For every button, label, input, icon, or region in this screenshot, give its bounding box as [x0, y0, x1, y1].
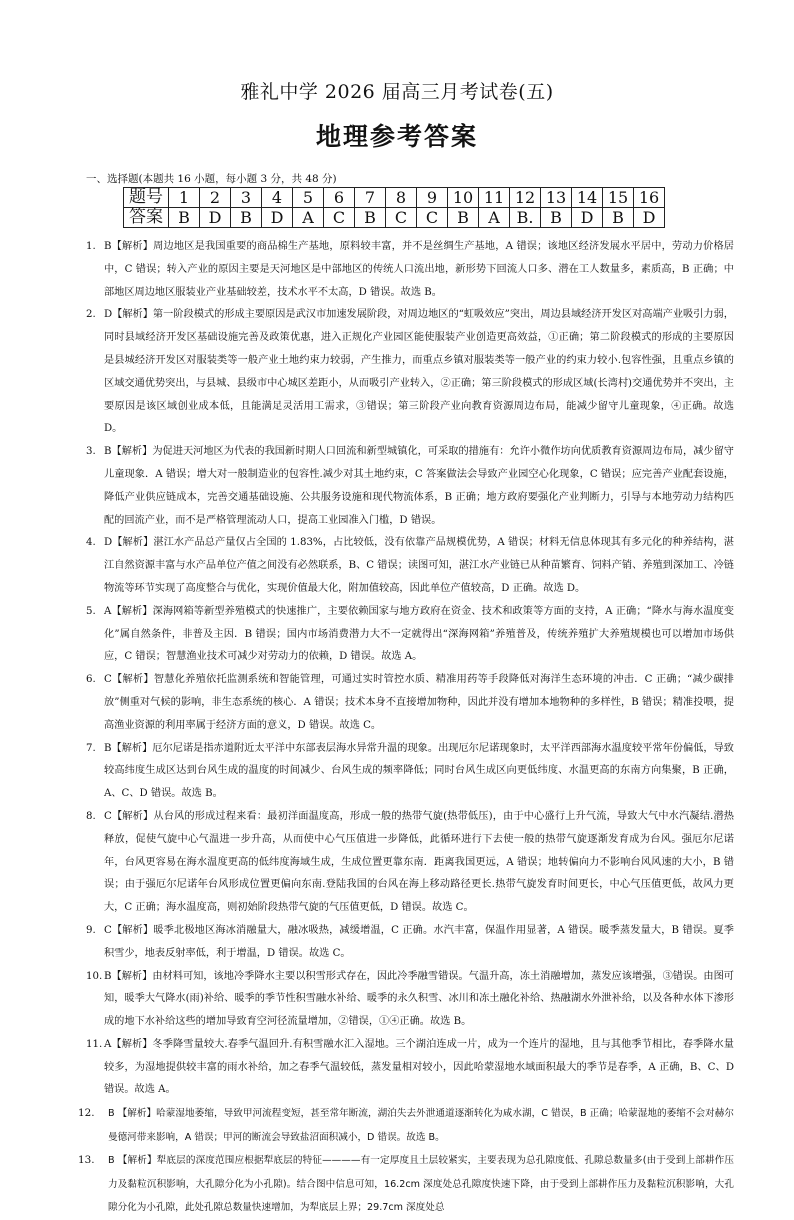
answer-cell: B — [231, 208, 262, 228]
question-number: 11 — [479, 188, 510, 208]
question-number: 9 — [417, 188, 448, 208]
question-number: 10 — [448, 188, 479, 208]
item-text: B 【解析】哈蒙湿地萎缩，导致甲河流程变短，甚至常年断流，湖泊失去外泄通道逐渐转化为咸水湖，C 错误，B 正确；哈蒙湿地的萎缩不会对赫尔曼德河带来影响，A 错误；甲河的断流会导致盐沼面积减小，D 错误。故选 B。 — [108, 1108, 734, 1143]
explanation-item — [86, 441, 734, 532]
item-text: C【解析】从台风的形成过程来看：最初洋面温度高，形成一般的热带气旋(热带低压)，由于中心盛行上升气流，导致大气中水汽凝结.潜热释放，促使气旋中心气温进一步升高，从而使中心气压值进一步降低，此循环进行下去使一般的热带气旋逐渐发育成为台风。强厄尔尼诺年，台风更容易在海水温度更高的低纬度海域生成，生成位置更靠东南．距离我国更远，A 错误；地转偏向力不影响台风风速的大小，B 错误；由于强厄尔尼诺年台风形成位置更偏向东南.登陆我国的台风在海上移动路径更长.热带气旋发育时间更长，中心气压值更低，故风力更大，C 正确；海水温度高，则初始阶段热带气旋的气压值更低，D 错误。故选 C。 — [104, 810, 734, 914]
answer-cell: D — [262, 208, 293, 228]
question-number: 15 — [603, 188, 634, 208]
explanation-item — [86, 738, 734, 806]
item-text: C【解析】智慧化养殖依托监测系统和智能管理，可通过实时管控水质、精准用药等手段降低对海洋生态环境的冲击．C 正确；“减少碳排放”侧重对气候的影响，非生态系统的核心．A 错误；技术本身不直接增加物种，因此并没有增加本地物种的多样性，B 错误；精准投喂，提高渔业资源的利用率属于经济方面的意义，D 错误。故选 C。 — [104, 674, 734, 731]
item-number: 5. — [86, 605, 96, 617]
item-number: 3. — [86, 446, 96, 458]
item-text: B【解析】由材料可知，该地冷季降水主要以积雪形式存在，因此冷季融雪错误。气温升高，冻土消融增加，蒸发应该增强，③错误。由图可知，暖季大气降水(雨)补给、暖季的季节性积雪融水补给、暖季的永久积雪、冰川和冻土融化补给、热融湖水外泄补给，以及各种水体下渗形成的地下水补给这些的增加导致育空河径流量增加，②错误，①④正确。故选 B。 — [104, 970, 734, 1028]
item-text: D【解析】湛江水产品总产量仅占全国的 1.83%，占比较低，没有依靠产品规模优势，A 错误；材料无信息体现其有多元化的种养结构，湛江自然资源丰富与水产品单位产值之间没有必然联系，B、C 错误；读图可知，湛江水产业链已从种苗繁育、饲料产销、养殖到深加工、冷链物流等环节实现了高度整合与优化，实现价值最大化，附加值较高，因此单位产值较高，D 正确。故选 D。 — [104, 537, 734, 594]
item-number: 8. — [86, 810, 96, 822]
question-number: 2 — [200, 188, 231, 208]
item-number: 10. — [86, 970, 103, 982]
explanation-item — [86, 236, 734, 304]
question-number: 4 — [262, 188, 293, 208]
question-number-row — [124, 188, 665, 208]
answer-cell: C — [324, 208, 355, 228]
question-number: 13 — [541, 188, 572, 208]
explanation-item — [78, 1149, 734, 1220]
answer-cell: B — [355, 208, 386, 228]
row-header-answer: 答案 — [124, 208, 169, 228]
item-number: 4. — [86, 537, 96, 549]
answer-table — [123, 187, 665, 228]
item-number: 12. — [78, 1107, 95, 1120]
explanation-item — [86, 806, 734, 920]
explanation-item — [86, 920, 734, 966]
answer-cell: C — [417, 208, 448, 228]
question-number: 14 — [572, 188, 603, 208]
item-text: C【解析】暖季北极地区海冰消融量大，融冰吸热，减缓增温，C 正确。水汽丰富，保温作用显著，A 错误。暖季蒸发量大，B 错误。夏季积雪少，地表反射率低，利于增温，D 错误。故选 C。 — [104, 924, 734, 959]
answer-cell: A — [479, 208, 510, 228]
item-number: 6. — [86, 674, 96, 686]
question-number: 16 — [634, 188, 665, 208]
explanation-item — [86, 304, 734, 441]
question-number: 3 — [231, 188, 262, 208]
section-heading: 一、选择题(本题共 16 小题，每小题 3 分，共 48 分) — [86, 173, 337, 185]
answer-cell: B — [541, 208, 572, 228]
item-text: A【解析】冬季降雪量较大.春季气温回升.有积雪融水汇入湿地。三个湖泊连成一片，成为一个连片的湿地，且与其他季节相比，春季降水量较多，为湿地提供较丰富的雨水补给，加之春季气温较低，蒸发量相对较小，因此哈蒙湿地水域面积最大的季节是春季，A 正确，B、C、D 错误。故选 A。 — [104, 1038, 734, 1096]
answer-cell: B — [169, 208, 200, 228]
question-number: 7 — [355, 188, 386, 208]
answer-cell: C — [386, 208, 417, 228]
answer-cell: B — [448, 208, 479, 228]
question-number: 5 — [293, 188, 324, 208]
answer-cell: D — [634, 208, 665, 228]
explanation-list — [78, 236, 734, 1220]
answer-cell: A — [293, 208, 324, 228]
item-text: B【解析】厄尔尼诺是指赤道附近太平洋中东部表层海水异常升温的现象。出现厄尔尼诺现象时，太平洋西部海水温度较平常年份偏低，导致较高纬度生成区达到台风生成的温度的时间减少、台风生成的频率降低；同时台风生成区向更低纬度、水温更高的东南方向集聚，B 正确，A、C、D 错误。故选 B。 — [104, 742, 734, 800]
answer-cell: B. — [510, 208, 541, 228]
question-number: 12 — [510, 188, 541, 208]
explanation-item — [86, 966, 734, 1034]
answer-row — [124, 208, 665, 228]
item-text: B 【解析】犁底层的深度范围应根据犁底层的特征————有一定厚度且土层较紧实，主要表现为总孔隙度低、孔隙总数量多(由于受到上部耕作压力及黏粒沉积影响，大孔隙分化为小孔隙)。结合图中信息可知，16.2cm 深度处总孔隙度快速下降，由于受到上部耕作压力及黏粒沉积影响，大孔隙分化为小孔隙，此处孔隙总数量快速增加，为犁底层上界；29.7cm 深度处总 — [108, 1155, 734, 1214]
item-number: 13. — [78, 1154, 95, 1167]
explanation-item — [86, 532, 734, 600]
item-text: D【解析】第一阶段模式的形成主要原因是武汉市加速发展阶段，对周边地区的“虹吸效应”突出，周边县域经济开发区对高端产业吸引力弱，同时县域经济开发区基础设施完善及政策优惠，进入正规化产业园区能使服装产业创造更高效益，①正确；第二阶段模式的形成的主要原因是县城经济开发区对服装类等一般产业土地约束力较弱，产生推力，而重点乡镇对服装类等一般产业的约束力较小.包容性强，且重点乡镇的区域交通优势突出，与县城、县级市中心城区差距小，从而吸引产业转入，②正确；第三阶段模式的形成区域(长湾村)交通优势并不突出，主要原因是该区域创业成本低，且能满足灵活用工需求，③错误；第三阶段产业向教育资源周边布局，能减少留守儿童现象，④正确。故选 D。 — [104, 309, 734, 435]
item-number: 7. — [86, 742, 96, 754]
item-number: 9. — [86, 924, 96, 936]
answer-cell: D — [200, 208, 231, 228]
explanation-item — [86, 1034, 734, 1102]
explanation-item — [78, 1102, 734, 1149]
answer-cell: D — [572, 208, 603, 228]
explanation-item — [86, 601, 734, 669]
question-number: 1 — [169, 188, 200, 208]
item-number: 1. — [86, 241, 96, 252]
answer-cell: B — [603, 208, 634, 228]
item-text: B【解析】为促进天河地区为代表的我国新时期人口回流和新型城镇化，可采取的措施有：允许小微作坊向优质教育资源周边布局，减少留守儿童现象．A 错误；增大对一般制造业的包容性.减少对其土地约束，C 答案做法会导致产业园空心化现象，C 错误；应完善产业配套设施，降低产业供应链成本，完善交通基础设施、公共服务设施和现代物流体系，B 正确；地方政府要强化产业判断力，引导与本地劳动力结构匹配的回流产业，而不是严格管理流动人口，提高工业园准入门槛，D 错误。 — [104, 446, 734, 526]
item-text: B【解析】周边地区是我国重要的商品棉生产基地，原料较丰富，并不是丝绸生产基地，A 错误；该地区经济发展水平居中，劳动力价格居中，C 错误；转入产业的原因主要是天河地区是中部地区的传统人口流出地，新形势下回流人口多、潜在工人数量多，素质高，B 正确；中部地区周边地区服装业产业基础较差，技术水平不太高，D 错误。故选 B。 — [104, 241, 734, 298]
explanation-item — [86, 669, 734, 737]
question-number: 8 — [386, 188, 417, 208]
item-number: 11. — [86, 1038, 103, 1050]
exam-title: 雅礼中学 2026 届高三月考试卷(五) — [240, 81, 554, 103]
row-header-number: 题号 — [124, 188, 169, 208]
question-number: 6 — [324, 188, 355, 208]
item-text: A【解析】深海网箱等新型养殖模式的快速推广，主要依赖国家与地方政府在资金、技术和政策等方面的支持，A 正确；“降水与海水温度变化”属自然条件，非普及主因．B 错误；国内市场消费潜力大不一定就得出“深海网箱”养殖普及，传统养殖扩大养殖规模也可以增加市场供应，C 错误；智慧渔业技术可减少对劳动力的依赖，D 错误。故选 A。 — [104, 605, 734, 663]
item-number: 2. — [86, 309, 96, 321]
answer-key-title: 地理参考答案 — [315, 122, 478, 151]
